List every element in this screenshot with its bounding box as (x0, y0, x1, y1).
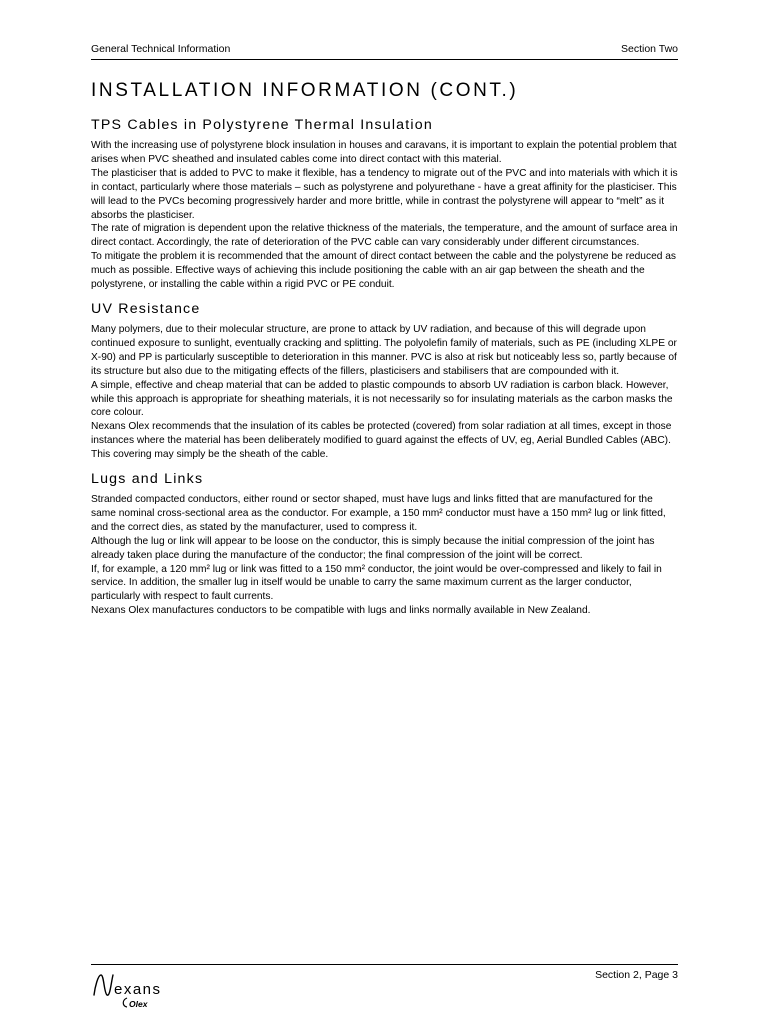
section-title: UV Resistance (91, 300, 201, 317)
paragraph: Many polymers, due to their molecular structure, are prone to attack by UV radiation, and because of this will degrade upon continued exposure to sunlight, eventually cracking and splitting. The polyolefin family of materials, such as PE (including XLPE or X-90) and PP is particularly susceptible to deterioration in this manner. PVC is also at risk but noticeably less so, partly because of its structure but also due to the mitigating effects of the fillers, plasticisers and stabilisers that are compounded with it. (91, 323, 677, 377)
section-lugs-and-links (91, 471, 678, 618)
nexans-n-icon (91, 969, 181, 1013)
paragraph: Nexans Olex manufactures conductors to be compatible with lugs and links normally available in New Zealand. (91, 605, 591, 617)
paragraph: Nexans Olex recommends that the insulation of its cables be protected (covered) from solar radiation at all times, except in those instances where the material has been deliberately modified to guard against the effects of UV, eg, Aerial Bundled Cables (ABC). This covering may simply be the sheath of the cable. (91, 421, 672, 461)
page-header (91, 42, 678, 60)
paragraph: If, for example, a 120 mm² lug or link was fitted to a 150 mm² conductor, the joint would be over-compressed and likely to fail in service. In addition, the smaller lug in itself would be unable to carry the same maximum current as the larger conductor, particularly with respect to fault currents. (91, 563, 662, 603)
nexans-olex-logo (91, 969, 181, 1013)
page-footer (91, 964, 678, 1015)
section-uv-resistance (91, 301, 678, 462)
svg-text:exans: exans (114, 981, 162, 998)
paragraph: The plasticiser that is added to PVC to make it flexible, has a tendency to migrate out of the PVC and into materials with which it is in contact, particularly where those materials – such as polystyrene and polyurethane - have a great affinity for the plasticiser. This will lead to the PVCs becoming progressively harder and more brittle, while in contrast the polystyrene will appear to “melt” as it absorbs the plasticiser. (91, 167, 678, 221)
page-number: Section 2, Page 3 (595, 969, 678, 981)
paragraph: Stranded compacted conductors, either round or sector shaped, must have lugs and links fitted that are manufactured for the same nominal cross-sectional area as the conductor. For example, a 150 mm² conductor must have a 150 mm² lug or link fitted, and the correct dies, as stated by the manufacturer, used to compress it. (91, 494, 666, 533)
section-tps-cables (91, 117, 678, 292)
paragraph: Although the lug or link will appear to be loose on the conductor, this is simply because the initial compression of the joint has already taken place during the manufacture of the conductor; the final compression of the joint will be correct. (91, 535, 655, 561)
header-doc-title: General Technical Information (91, 43, 231, 55)
page-title: INSTALLATION INFORMATION (CONT.) (91, 80, 519, 101)
svg-text:Olex: Olex (129, 999, 148, 1009)
paragraph: With the increasing use of polystyrene block insulation in houses and caravans, it is important to explain the potential problem that arises when PVC sheathed and insulated cables come into direct contact with this material. (91, 140, 677, 165)
page-content (91, 80, 678, 618)
paragraph: To mitigate the problem it is recommended that the amount of direct contact between the cable and the polystyrene be reduced as much as possible. Effective ways of achieving this include positioning the cable with an air gap between the sheath and the polystyrene, or installing the cable within a rigid PVC or PE conduit. (91, 251, 676, 291)
section-title: TPS Cables in Polystyrene Thermal Insulation (91, 117, 433, 133)
paragraph: A simple, effective and cheap material that can be added to plastic compounds to absorb UV radiation is carbon black. However, while this approach is appropriate for sheathing materials, it is not necessarily so for insulating materials as the carbon masks the core colour. (91, 379, 673, 419)
paragraph: The rate of migration is dependent upon the relative thickness of the materials, the temperature, and the amount of surface area in direct contact. Accordingly, the rate of deterioration of the PVC cable can vary considerably under different circumstances. (91, 223, 678, 249)
section-title: Lugs and Links (91, 471, 204, 488)
header-section-label: Section Two (620, 43, 678, 55)
